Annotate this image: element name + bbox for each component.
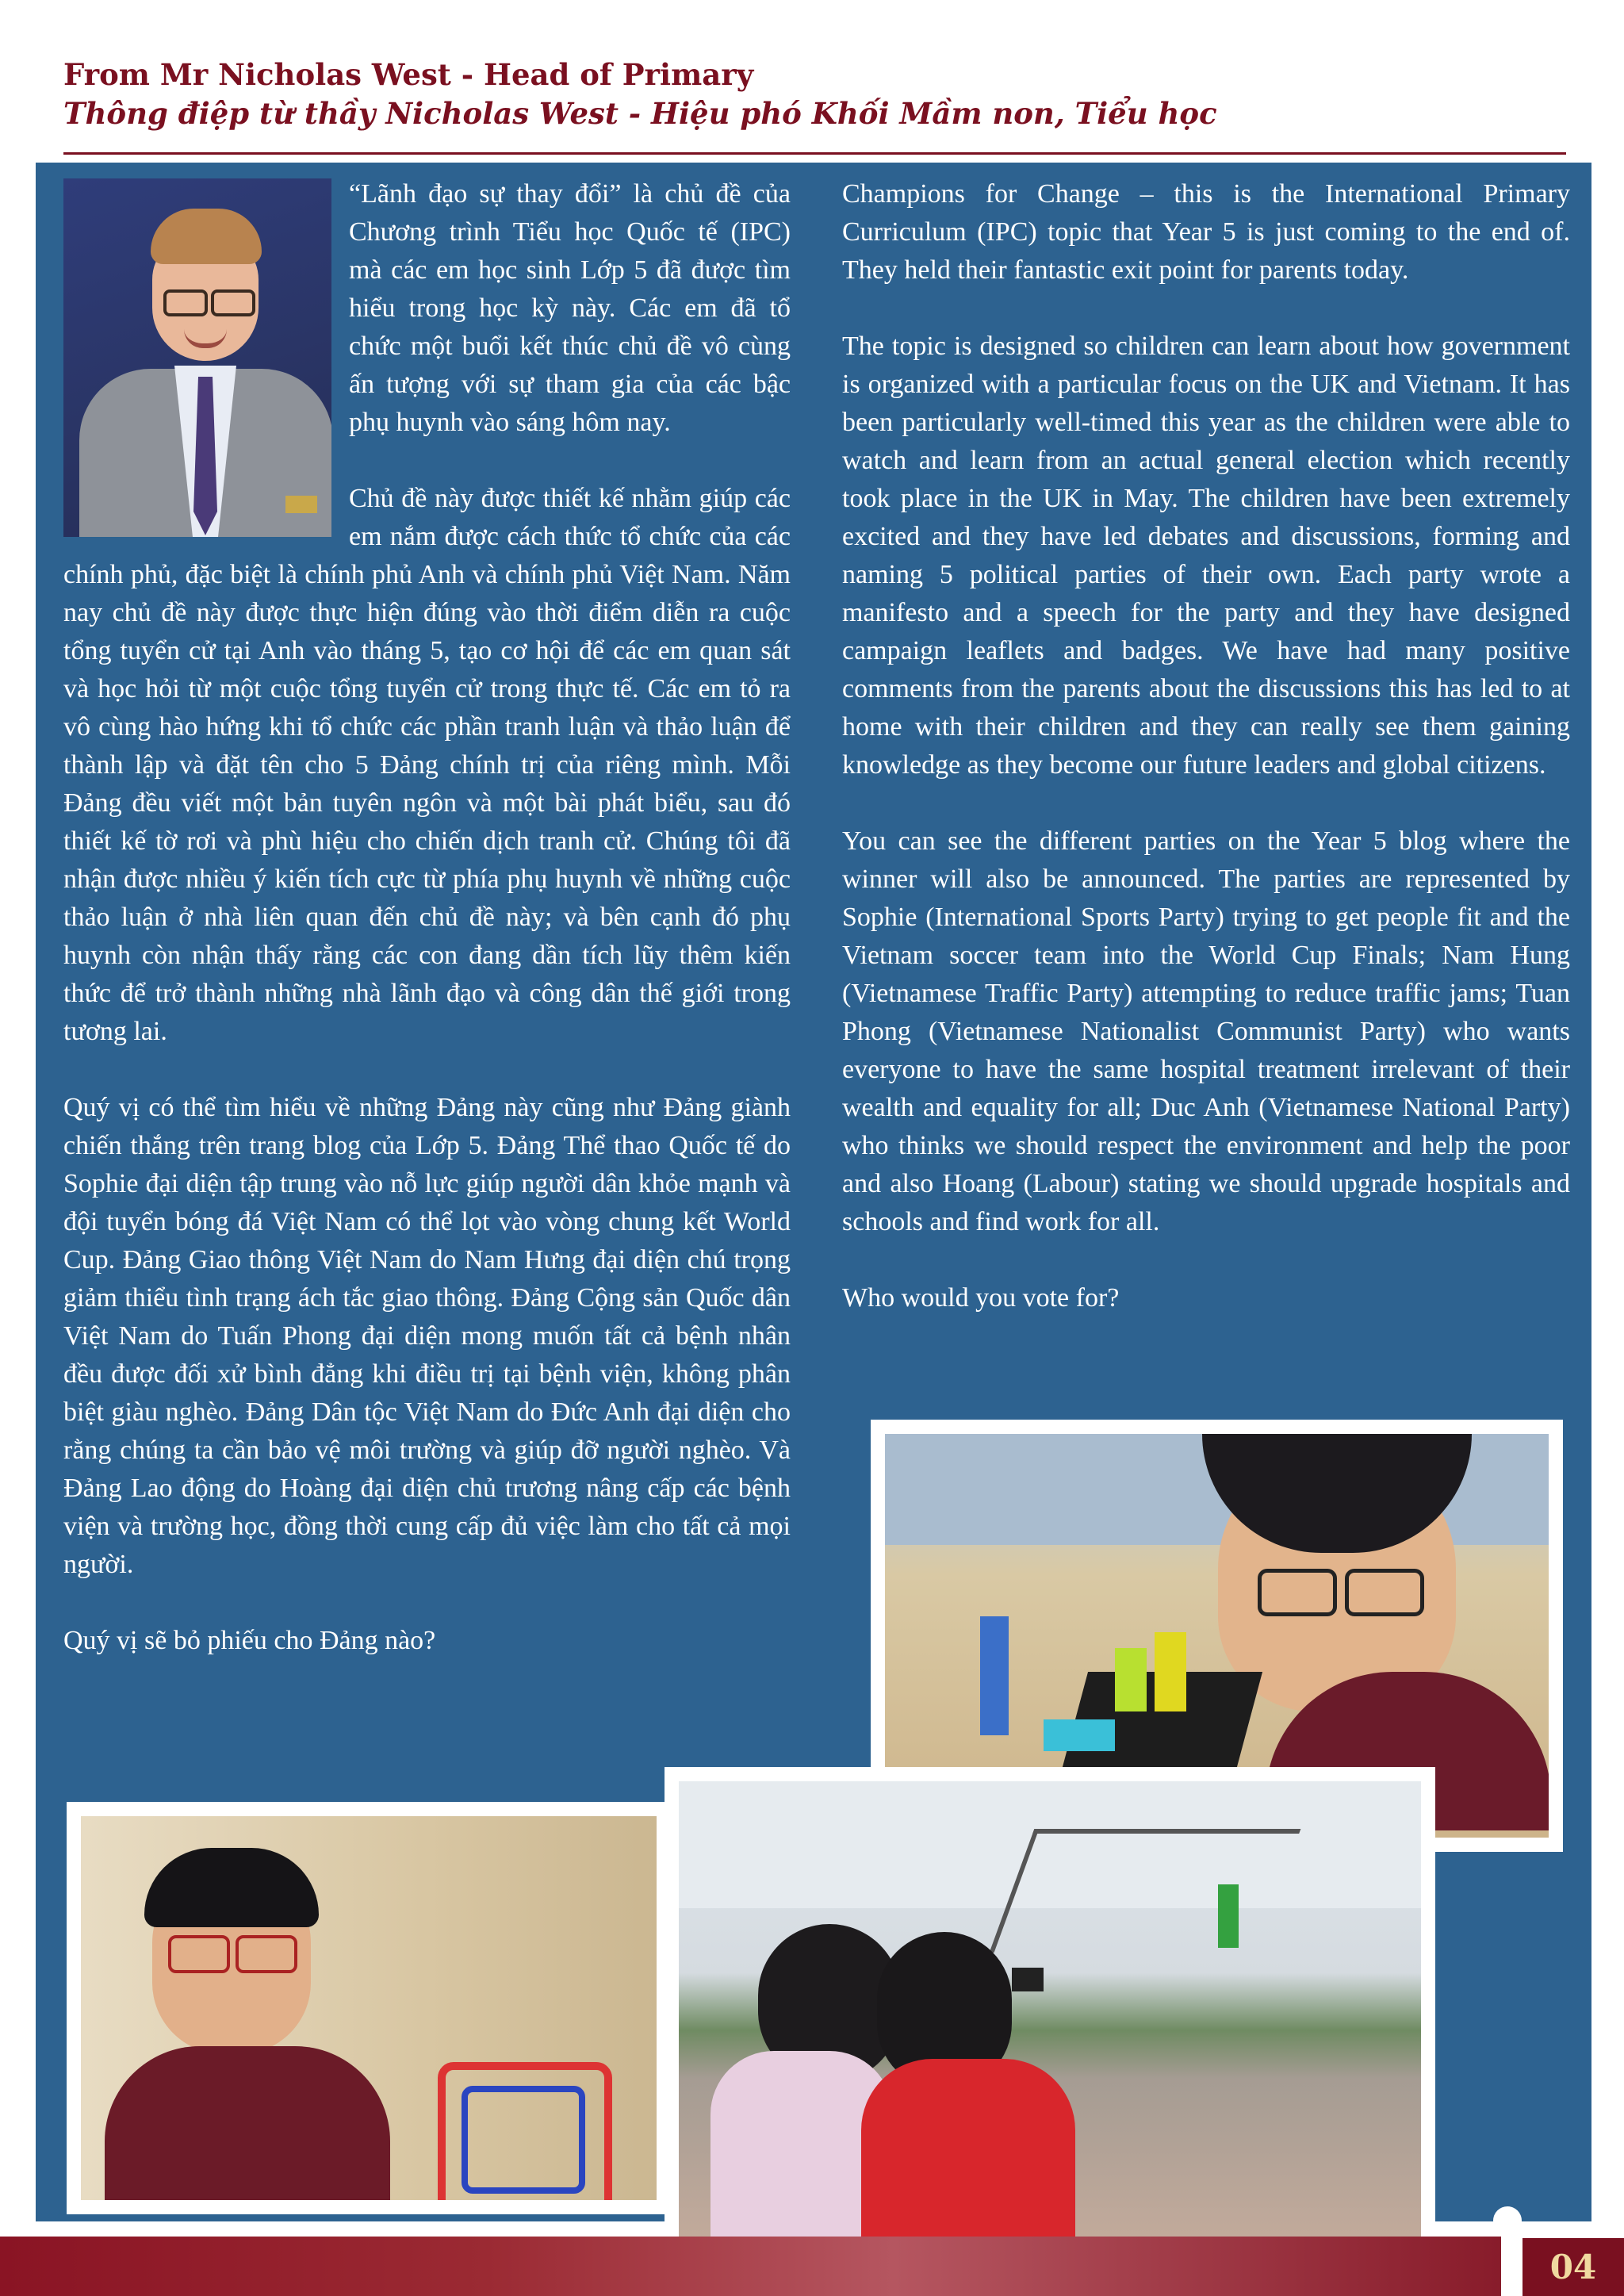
- page-marker-stem: [1505, 2229, 1510, 2296]
- head-of-primary-portrait: [63, 178, 331, 537]
- vi-paragraph-question: Quý vị sẽ bỏ phiếu cho Đảng nào?: [63, 1626, 436, 1655]
- vietnamese-column: [63, 175, 791, 1698]
- en-paragraph-topic: The topic is designed so children can learn about how government is organized with a particular focus on the UK and Vietnam. It has been particularly well-timed this year as the children were able to watch and learn from an actual general election which recently took place in the UK in May. The children have been extremely excited and they have led debates and discussions, forming and naming 5 political parties of their own. Each party wrote a manifesto and a speech for the party and they have designed campaign leaflets and badges. We have had many positive comments from the parents about the discussions this has led to at home with their children and they can really see them gaining knowledge as they become our future leaders and global citizens.: [842, 332, 1570, 780]
- en-paragraph-intro: Champions for Change – this is the International Primary Curriculum (IPC) topic that Year 5 is just coming to the end of. They held their fantastic exit point for parents today.: [842, 179, 1570, 285]
- page-marker-dot: [1493, 2206, 1522, 2235]
- title-english: From Mr Nicholas West - Head of Primary: [63, 57, 754, 92]
- en-paragraph-question: Who would you vote for?: [842, 1283, 1120, 1313]
- page-header: [63, 56, 1570, 133]
- header-divider: [63, 152, 1566, 155]
- footer-bar: [0, 2237, 1624, 2296]
- photo-girls-playground: [665, 1767, 1435, 2275]
- vi-paragraph-intro: “Lãnh đạo sự thay đổi” là chủ đề của Chương trình Tiểu học Quốc tế (IPC) mà các em học sinh Lớp 5 đã được tìm hiểu trong học kỳ này. Các em đã tổ chức một buổi kết thúc chủ đề vô cùng ấn tượng với sự tham gia của các bậc phụ huynh vào sáng hôm nay.: [349, 179, 791, 437]
- vi-paragraph-topic: Chủ đề này được thiết kế nhằm giúp các em nắm được cách thức tổ chức của các chính phủ, đặc biệt là chính phủ Anh và chính phủ Việt Nam. Năm nay chủ đề này được thực hiện đúng vào thời điểm diễn ra cuộc tổng tuyển cử tại Anh vào tháng 5, tạo cơ hội để các em quan sát và học hỏi từ một cuộc tổng tuyển cử trong thực tế. Các em tỏ ra vô cùng hào hứng khi tổ chức các phần tranh luận và thảo luận để thành lập và đặt tên cho 5 Đảng chính trị của riêng mình. Mỗi Đảng đều viết một bản tuyên ngôn và một bài phát biểu, sau đó thiết kế tờ rơi và phù hiệu cho chiến dịch tranh cử. Chúng tôi đã nhận được nhiều ý kiến tích cực từ phía phụ huynh về những cuộc thảo luận ở nhà liên quan đến chủ đề này; và bên cạnh đó phụ huynh còn nhận thấy rằng các con đang dần tích lũy thêm kiến thức để trở thành những nhà lãnh đạo và công dân thế giới trong tương lai.: [63, 484, 791, 1046]
- photo-boy-with-model: [67, 1802, 671, 2214]
- vi-paragraph-parties: Quý vị có thể tìm hiểu về những Đảng này cũng như Đảng giành chiến thắng trên trang blog của Lớp 5. Đảng Thể thao Quốc tế do Sophie đại diện tập trung vào nỗ lực giúp người dân khỏe mạnh và đội tuyển bóng đá Việt Nam có thể lọt vào vòng chung kết World Cup. Đảng Giao thông Việt Nam do Nam Hưng đại diện chú trọng giảm thiểu tình trạng ách tắc giao thông. Đảng Cộng sản Quốc dân Việt Nam do Tuấn Phong đại diện mong muốn tất cả bệnh nhân đều được đối xử bình đẳng khi điều trị tại bệnh viện, không phân biệt giàu nghèo. Đảng Dân tộc Việt Nam do Đức Anh đại diện cho rằng chúng ta cần bảo vệ môi trường và giúp đỡ người nghèo. Và Đảng Lao động do Hoàng đại diện chủ trương nâng cấp các bệnh viện và trường học, đồng thời cung cấp đủ việc làm cho tất cả mọi người.: [63, 1093, 791, 1579]
- en-paragraph-parties: You can see the different parties on the Year 5 blog where the winner will also be announced. The parties are represented by Sophie (International Sports Party) trying to get people fit and the Vietnam soccer team into the World Cup Finals; Nam Hung (Vietnamese Traffic Party) attempting to reduce traffic jams; Tuan Phong (Vietnamese Nationalist Communist Party) who wants everyone to have the same hospital treatment irrelevant of their wealth and equality for all; Duc Anh (Vietnamese National Party) who thinks we should respect the environment and help the poor and also Hoang (Labour) stating we should upgrade hospitals and schools and find work for all.: [842, 826, 1570, 1236]
- title-vietnamese: Thông điệp từ thầy Nicholas West - Hiệu phó Khối Mầm non, Tiểu học: [63, 96, 1217, 131]
- english-column: [842, 175, 1570, 1355]
- page-number: 04: [1522, 2238, 1624, 2296]
